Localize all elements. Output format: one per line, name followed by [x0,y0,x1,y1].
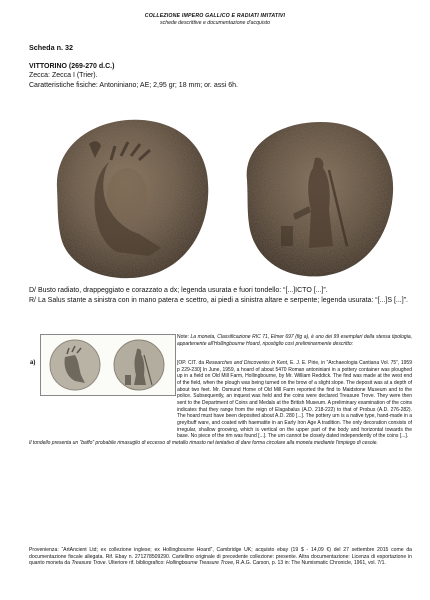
coin-legend-description [29,286,411,305]
note-text: La moneta, Classificazione RIC 71, Elmer 697 (fig a), è uno dei 99 esemplari della stessa tipologia, appartenente all'Hollingbourne Hoard, ripostiglio così preliminarmente descritto: [177,334,412,347]
provenance-text: Provenienza: “ArtAncient Ltd; ex collezione inglese; ex Hollingbourne Hoard”, Cambridge UK; acquisto ebay (19 $ - 14,09 €) del 27 settembre 2015 come da documentazione fiscale allegata. Rif. Ebay n. 271278509290. Cartellino originale di precedente collezione: presente. Altra documentazione: Licenza di esportazione in quanto moneta da [29,547,412,567]
provenance-text-3: , R.A.G. Carson, p. 13 in: The Numismatic Chronicle, 1961, vol. 7/1. [233,560,386,567]
coin-photograph [29,106,411,284]
record-number: Scheda n. 32 [29,43,73,52]
provenance-text-2: . Ulteriore rif. bibliografico: [105,560,167,567]
provenance-block [29,547,412,567]
provenance-treasure-trove: Treasure Trove [71,560,106,567]
coin-metadata [29,62,238,90]
physical-features-line: Caratteristiche fisiche: Antoniniano; AE; 2,95 gr; 18 mm; or. assi 6h. [29,81,238,89]
quote-text-start: [OP. CIT. da [177,360,206,366]
provenance-reference-title: Hollingbourne Treasure Trove [166,560,234,567]
quote-text-body: , E. J. E. Pirie, in “Archaeologia Cantiana Vol. 75”, 1959 p 229-230] In June, 1959, a hoard of about 5470 Roman antoniniani in a pottery container was ploughed up in a field on Old Mill Farm, Hollingbourne, by Mr. William Reddick. The find was made at the west end of the field, when the plough was being turned on the brow of a slight slope. The deposit was at a depth of about two feet. Mr. Osmund Home of Old Mill Farm reported the find to Maidstone Museum and to the police. Subsequently, an inquest was held and the coins were declared Treasure Trove. They were then sent to the Department of Coins and Medals at the British Museum. A preliminary examination of the coins indicates that they range from the reign of Elagabalus (A.D. 218-222) to that of Probus (A.D. 276-282). The hoard must have been deposited about A.D. 280 [...]. The pottery urn is a native type, hand-made in a grey/buff ware, and coated with haematite in an Early Iron Age A tradition. The only decoration consists of irregular, shallow grooving, which is vertical on the upper part of the body and horizontal towards the base. No piece of the rim was found [...]. The urn cannot be closely dated independently of the coins [...]. [177,360,412,440]
collection-title: COLLEZIONE IMPERO GALLICO E RADIATI IMITATIVI [144,13,286,19]
hoard-quotation [29,360,412,447]
note-label: Note: [177,334,189,340]
mint-line: Zecca: Zecca I (Trier). [29,72,98,80]
collection-subtitle: schede descrittive e documentazione d'acquisto [160,20,270,26]
note-block [177,334,412,347]
quote-source-title: Researches and Discoveries in Kent [205,360,288,366]
reverse-description: R/ La Salus stante a sinistra con in mano patera e scettro, ai piedi a sinistra altare e serpente; legenda usurata: “[...]S [...]”. [29,296,408,304]
document-header [0,13,430,27]
obverse-description: D/ Busto radiato, drappeggiato e corazzato a dx; legenda usurata e fuori tondello: “[...]ICTO [...]”. [29,287,328,294]
figure-a-label: a) [30,360,36,366]
quote-closing-remark: Il tondello presenta un “baffo” probabile rimasuglio di eccesso di metallo rimasto nel tentativo di dare forma circolare alla moneta mediante l'impiego di cesoie. [29,439,378,446]
emperor-title: VITTORINO (269-270 d.C.) [29,63,115,70]
